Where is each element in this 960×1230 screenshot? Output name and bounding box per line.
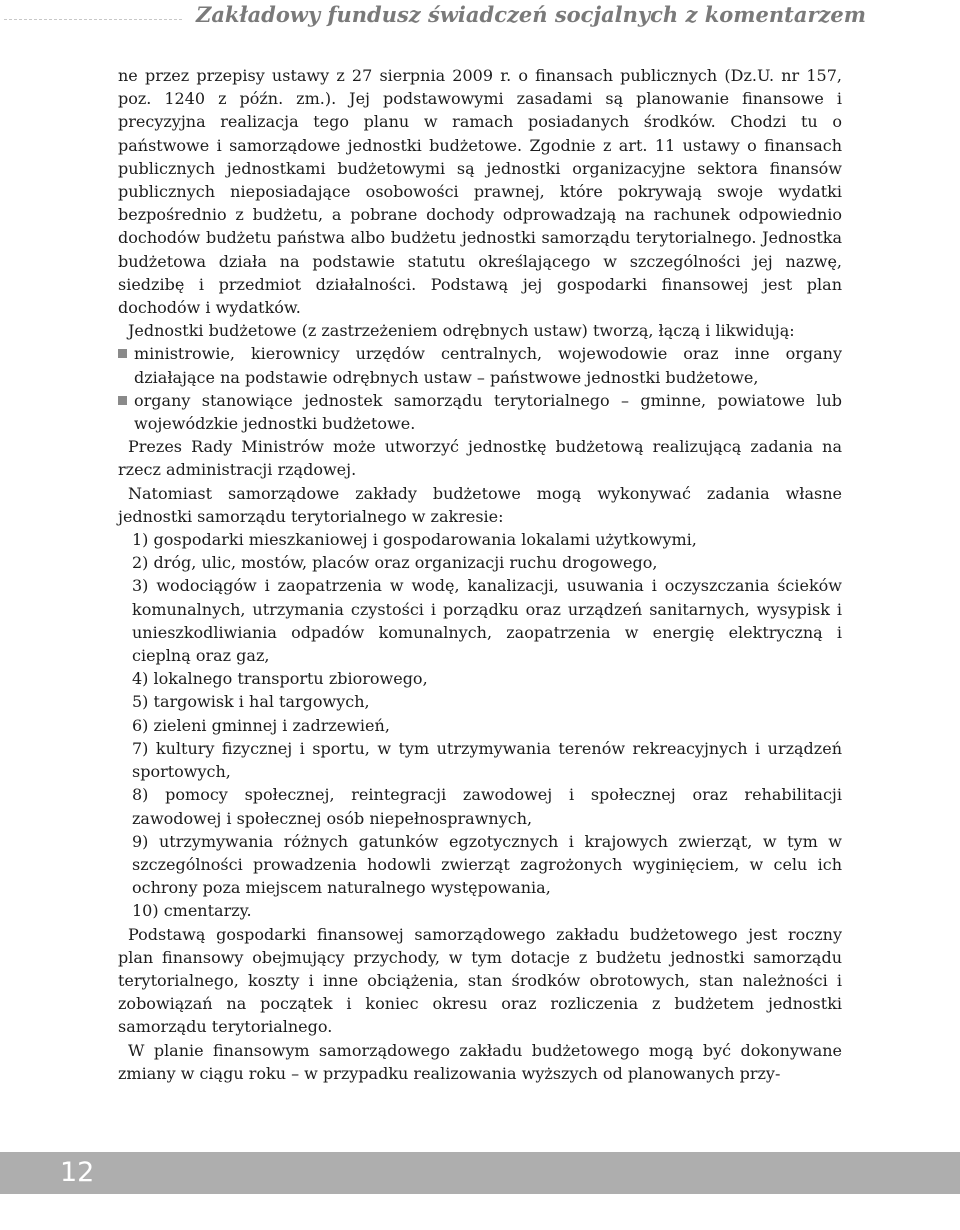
numbered-item: 5) targowisk i hal targowych, <box>132 692 370 712</box>
bullet-list <box>118 342 842 435</box>
numbered-item: 10) cmentarzy. <box>132 901 252 921</box>
square-bullet-icon <box>118 396 127 405</box>
numbered-item: 6) zieleni gminnej i zadrzewień, <box>132 715 390 735</box>
numbered-item: 2) dróg, ulic, mostów, placów oraz organizacji ruchu drogowego, <box>132 553 658 573</box>
page-number: 12 <box>60 1157 95 1188</box>
numbered-list <box>118 528 842 922</box>
paragraph-plan-changes: W planie finansowym samorządowego zakładu budżetowego mogą być dokonywane zmiany w ciągu roku – w przypadku realizowania wyższych od planowanych przy- <box>118 1040 842 1083</box>
numbered-item: 4) lokalnego transportu zbiorowego, <box>132 669 428 689</box>
paragraph-list-intro: Jednostki budżetowe (z zastrzeżeniem odrębnych ustaw) tworzą, łączą i likwidują: <box>128 321 795 341</box>
paragraph-financial-plan: Podstawą gospodarki finansowej samorządowego zakładu budżetowego jest roczny plan finansowy obejmujący przychody, w tym dotacje z budżetu jednostki samorządu terytorialnego, koszty i inne obciążenia, stan środków obrotowych, stan należności i zobowiązań na początek i koniec okresu oraz rozliczenia z budżetem jednostki samorządu terytorialnego. <box>118 924 842 1037</box>
page-body <box>118 64 842 1085</box>
square-bullet-icon <box>118 349 127 358</box>
page-footer <box>0 1152 960 1194</box>
bullet-text: organy stanowiące jednostek samorządu terytorialnego – gminne, powiatowe lub wojewódzkie jednostki budżetowe. <box>134 390 842 434</box>
numbered-item: 9) utrzymywania różnych gatunków egzotycznych i krajowych zwierząt, w tym w szczególności prowadzenia hodowli zwierząt zagrożonych wyginięciem, w celu ich ochrony poza miejscem naturalnego występowania, <box>132 831 842 898</box>
header-dashed-rule <box>4 19 182 20</box>
paragraph-continued: ne przez przepisy ustawy z 27 sierpnia 2009 r. o finansach publicznych (Dz.U. nr 157, poz. 1240 z późn. zm.). Jej podstawowymi zasadami są planowanie finansowe i precyzyjna realizacja tego planu w ramach posiadanych środków. Chodzi tu o państwowe i samorządowe jednostki budżetowe. Zgodnie z art. 11 ustawy o finansach publicznych jednostkami budżetowymi są jednostki organizacyjne sektora finansów publicznych nieposiadające osobowości prawnej, które pokrywają swoje wydatki bezpośrednio z budżetu, a pobrane dochody odprowadzają na rachunek odpowiednio dochodów budżetu państwa albo budżetu jednostki samorządu terytorialnego. Jednostka budżetowa działa na podstawie statutu określającego w szczególności jej nazwę, siedzibę i przedmiot działalności. Podstawą jej gospodarki finansowej jest plan dochodów i wydatków. <box>118 66 842 318</box>
paragraph-budget-plants-intro: Natomiast samorządowe zakłady budżetowe mogą wykonywać zadania własne jednostki samorządu terytorialnego w zakresie: <box>118 483 842 526</box>
running-title: Zakładowy fundusz świadczeń socjalnych z komentarzem <box>196 2 867 27</box>
numbered-item: 1) gospodarki mieszkaniowej i gospodarowania lokalami użytkowymi, <box>132 530 697 550</box>
paragraph-prime-minister: Prezes Rady Ministrów może utworzyć jednostkę budżetową realizującą zadania na rzecz administracji rządowej. <box>118 437 842 480</box>
page-header <box>0 0 960 40</box>
numbered-item: 7) kultury fizycznej i sportu, w tym utrzymywania terenów rekreacyjnych i urządzeń sportowych, <box>132 738 842 782</box>
bullet-item <box>118 389 842 435</box>
numbered-item: 8) pomocy społecznej, reintegracji zawodowej i społecznej oraz rehabilitacji zawodowej i społecznej osób niepełnosprawnych, <box>132 785 842 828</box>
bullet-item <box>118 342 842 388</box>
numbered-item: 3) wodociągów i zaopatrzenia w wodę, kanalizacji, usuwania i oczyszczania ścieków komunalnych, utrzymania czystości i porządku oraz urządzeń sanitarnych, wysypisk i unieszkodliwiania odpadów komunalnych, zaopatrzenia w energię elektryczną i cieplną oraz gaz, <box>132 576 842 666</box>
bullet-text: ministrowie, kierownicy urzędów centralnych, wojewodowie oraz inne organy działające na podstawie odrębnych ustaw – państwowe jednostki budżetowe, <box>134 344 842 387</box>
